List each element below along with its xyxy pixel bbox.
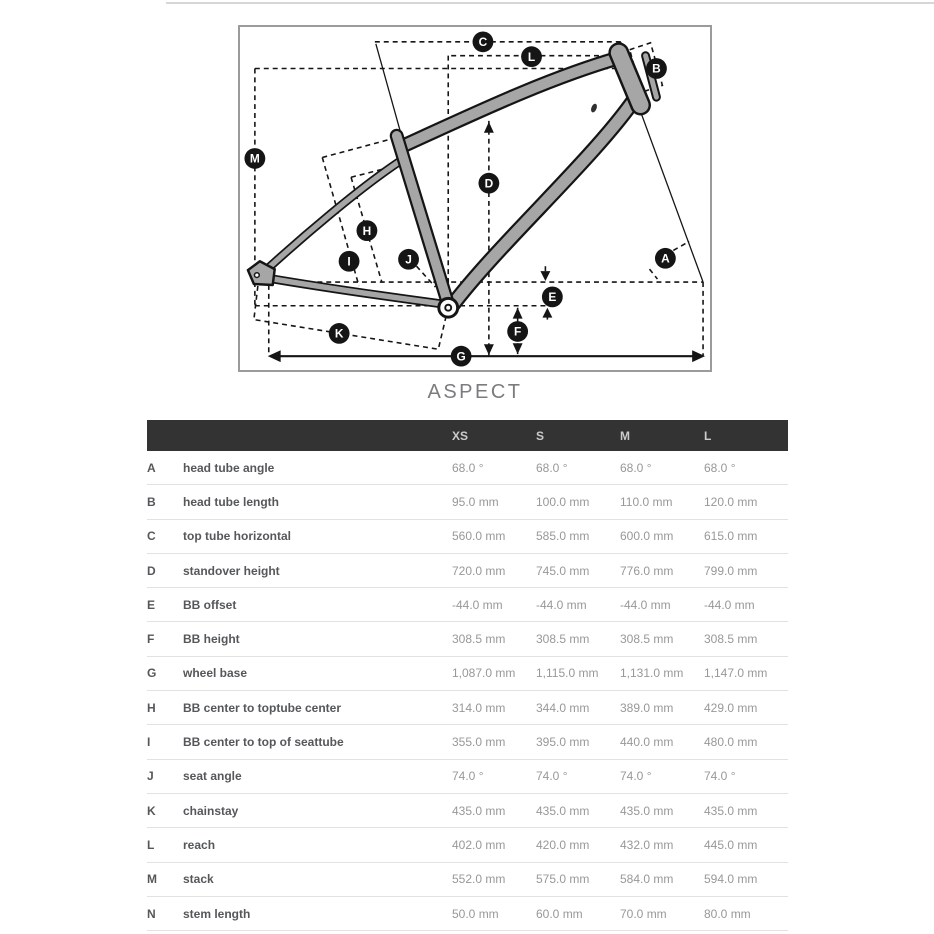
row-letter: J	[147, 769, 154, 784]
geometry-row	[147, 862, 788, 896]
row-value-l: 435.0 mm	[704, 803, 758, 818]
marker-H	[357, 220, 378, 241]
bike-frame	[248, 53, 657, 317]
row-value-xs: 355.0 mm	[452, 735, 506, 750]
row-letter: F	[147, 632, 155, 647]
row-label: BB offset	[183, 597, 237, 612]
row-value-l: 615.0 mm	[704, 529, 758, 544]
row-value-s: 745.0 mm	[536, 563, 590, 578]
marker-M	[244, 148, 265, 169]
geometry-row	[147, 759, 788, 793]
row-value-m: 440.0 mm	[620, 735, 674, 750]
row-value-s: 1,115.0 mm	[536, 666, 599, 681]
row-label: standover height	[183, 563, 280, 578]
marker-K-letter: K	[334, 326, 344, 341]
row-value-l: 480.0 mm	[704, 735, 758, 750]
row-value-m: 74.0 °	[620, 769, 652, 784]
row-label: top tube horizontal	[183, 529, 291, 544]
row-value-m: 308.5 mm	[620, 632, 674, 647]
size-column-xs: XS	[452, 420, 536, 451]
marker-J-letter: J	[405, 252, 412, 267]
row-label: seat angle	[183, 769, 242, 784]
marker-E	[542, 286, 563, 307]
marker-L	[521, 46, 542, 67]
marker-C-letter: C	[478, 34, 488, 49]
geometry-row	[147, 519, 788, 553]
marker-I-letter: I	[347, 254, 351, 269]
bb-height-arrow-top	[513, 308, 523, 319]
row-letter: K	[147, 803, 156, 818]
row-value-m: 776.0 mm	[620, 563, 674, 578]
marker-K	[329, 323, 350, 344]
row-value-xs: 95.0 mm	[452, 494, 499, 509]
row-letter: E	[147, 597, 156, 612]
header-label-spacer	[183, 420, 452, 451]
geometry-row	[147, 828, 788, 862]
page-top-divider	[166, 2, 934, 4]
row-label: stem length	[183, 906, 251, 921]
row-letter: L	[147, 837, 155, 852]
row-value-xs: 314.0 mm	[452, 700, 506, 715]
marker-M-letter: M	[249, 151, 260, 166]
seat-tube-fill	[397, 136, 450, 308]
row-value-l: 308.5 mm	[704, 632, 758, 647]
marker-H-letter: H	[362, 223, 372, 238]
marker-B-letter: B	[652, 61, 661, 76]
row-value-m: 600.0 mm	[620, 529, 674, 544]
row-label: BB center to toptube center	[183, 700, 342, 715]
row-value-xs: 560.0 mm	[452, 529, 506, 544]
marker-L-letter: L	[527, 49, 536, 64]
marker-A	[655, 248, 676, 269]
row-value-l: 120.0 mm	[704, 494, 758, 509]
row-value-s: 575.0 mm	[536, 872, 590, 887]
row-value-m: 389.0 mm	[620, 700, 674, 715]
geometry-row	[147, 656, 788, 690]
cable-port	[590, 103, 598, 113]
bb-offset-arrow-up	[542, 308, 552, 318]
row-value-s: 308.5 mm	[536, 632, 590, 647]
head-angle-pointer-upper	[673, 241, 689, 250]
row-value-l: -44.0 mm	[704, 597, 755, 612]
row-value-s: 74.0 °	[536, 769, 568, 784]
row-value-s: 420.0 mm	[536, 837, 590, 852]
marker-F-letter: F	[513, 324, 522, 339]
dropout-slot	[254, 273, 259, 278]
marker-D	[478, 173, 499, 194]
geometry-row	[147, 793, 788, 827]
row-label: chainstay	[183, 803, 239, 818]
row-label: reach	[183, 837, 216, 852]
row-value-m: 1,131.0 mm	[620, 666, 684, 681]
geometry-row	[147, 691, 788, 725]
row-value-xs: 50.0 mm	[452, 906, 499, 921]
row-value-l: 80.0 mm	[704, 906, 751, 921]
geometry-row	[147, 725, 788, 759]
geometry-row	[147, 485, 788, 519]
row-letter: I	[147, 735, 151, 750]
row-value-xs: 720.0 mm	[452, 563, 506, 578]
size-header-row	[147, 420, 788, 451]
bottom-bracket-center	[445, 305, 451, 311]
row-letter: C	[147, 529, 156, 544]
row-value-xs: 402.0 mm	[452, 837, 506, 852]
row-value-s: 100.0 mm	[536, 494, 590, 509]
row-value-s: 344.0 mm	[536, 700, 590, 715]
header-key-spacer	[147, 420, 183, 451]
row-label: head tube length	[183, 494, 279, 509]
bike-frame-diagram	[240, 27, 710, 370]
row-value-m: 584.0 mm	[620, 872, 674, 887]
geometry-row	[147, 896, 788, 930]
size-column-m: M	[620, 420, 704, 451]
row-value-m: 70.0 mm	[620, 906, 667, 921]
row-label: head tube angle	[183, 460, 275, 475]
geometry-table	[147, 420, 788, 931]
geometry-row	[147, 622, 788, 656]
bb-height-arrow-bottom	[513, 343, 523, 354]
row-value-s: 68.0 °	[536, 460, 568, 475]
row-value-l: 74.0 °	[704, 769, 736, 784]
row-value-xs: 552.0 mm	[452, 872, 506, 887]
marker-D-letter: D	[484, 176, 494, 191]
head-tube-fill	[619, 53, 641, 105]
model-title: ASPECT	[427, 381, 523, 403]
row-value-xs: 68.0 °	[452, 460, 484, 475]
row-value-s: -44.0 mm	[536, 597, 587, 612]
head-angle-pointer-lower	[650, 269, 658, 279]
marker-B	[646, 58, 667, 79]
standover-arrow-top	[484, 122, 494, 133]
row-label: BB center to top of seattube	[183, 735, 344, 750]
row-value-m: -44.0 mm	[620, 597, 671, 612]
row-value-l: 445.0 mm	[704, 837, 758, 852]
marker-E-letter: E	[548, 290, 557, 304]
row-value-s: 585.0 mm	[536, 529, 590, 544]
measure-line-i-cap	[322, 140, 388, 158]
row-value-l: 799.0 mm	[704, 563, 758, 578]
bb-offset-arrow-down	[540, 271, 550, 281]
row-letter: D	[147, 563, 156, 578]
row-label: stack	[183, 872, 214, 887]
row-label: wheel base	[183, 666, 248, 681]
row-value-m: 110.0 mm	[620, 494, 673, 509]
row-value-l: 429.0 mm	[704, 700, 758, 715]
row-value-l: 1,147.0 mm	[704, 666, 768, 681]
row-value-xs: 74.0 °	[452, 769, 484, 784]
row-value-xs: 308.5 mm	[452, 632, 506, 647]
geometry-row	[147, 588, 788, 622]
chain-stay-fill	[262, 277, 448, 305]
row-letter: B	[147, 494, 156, 509]
geometry-row	[147, 553, 788, 587]
wheelbase-arrow-right	[692, 350, 705, 362]
row-value-s: 435.0 mm	[536, 803, 590, 818]
row-value-m: 68.0 °	[620, 460, 652, 475]
row-letter: N	[147, 906, 156, 921]
marker-G	[451, 346, 472, 367]
standover-arrow-bottom	[484, 344, 494, 355]
row-letter: H	[147, 700, 156, 715]
size-column-s: S	[536, 420, 620, 451]
row-value-xs: 1,087.0 mm	[452, 666, 516, 681]
marker-F	[507, 321, 528, 342]
row-letter: G	[147, 666, 157, 681]
row-value-m: 432.0 mm	[620, 837, 674, 852]
row-value-xs: -44.0 mm	[452, 597, 503, 612]
marker-G-letter: G	[456, 349, 466, 364]
row-value-s: 60.0 mm	[536, 906, 583, 921]
marker-J	[398, 249, 419, 270]
marker-I	[339, 251, 360, 272]
size-column-l: L	[704, 420, 788, 451]
geometry-row	[147, 451, 788, 485]
row-value-s: 395.0 mm	[536, 735, 590, 750]
row-letter: A	[147, 460, 156, 475]
top-tube-fill	[402, 58, 620, 147]
row-value-l: 68.0 °	[704, 460, 736, 475]
row-value-xs: 435.0 mm	[452, 803, 506, 818]
row-letter: M	[147, 872, 157, 887]
row-label: BB height	[183, 632, 240, 647]
row-value-l: 594.0 mm	[704, 872, 758, 887]
row-value-m: 435.0 mm	[620, 803, 674, 818]
marker-A-letter: A	[661, 251, 670, 266]
geometry-diagram	[238, 25, 712, 372]
marker-C	[473, 31, 494, 52]
wheelbase-arrow-left	[268, 350, 281, 362]
